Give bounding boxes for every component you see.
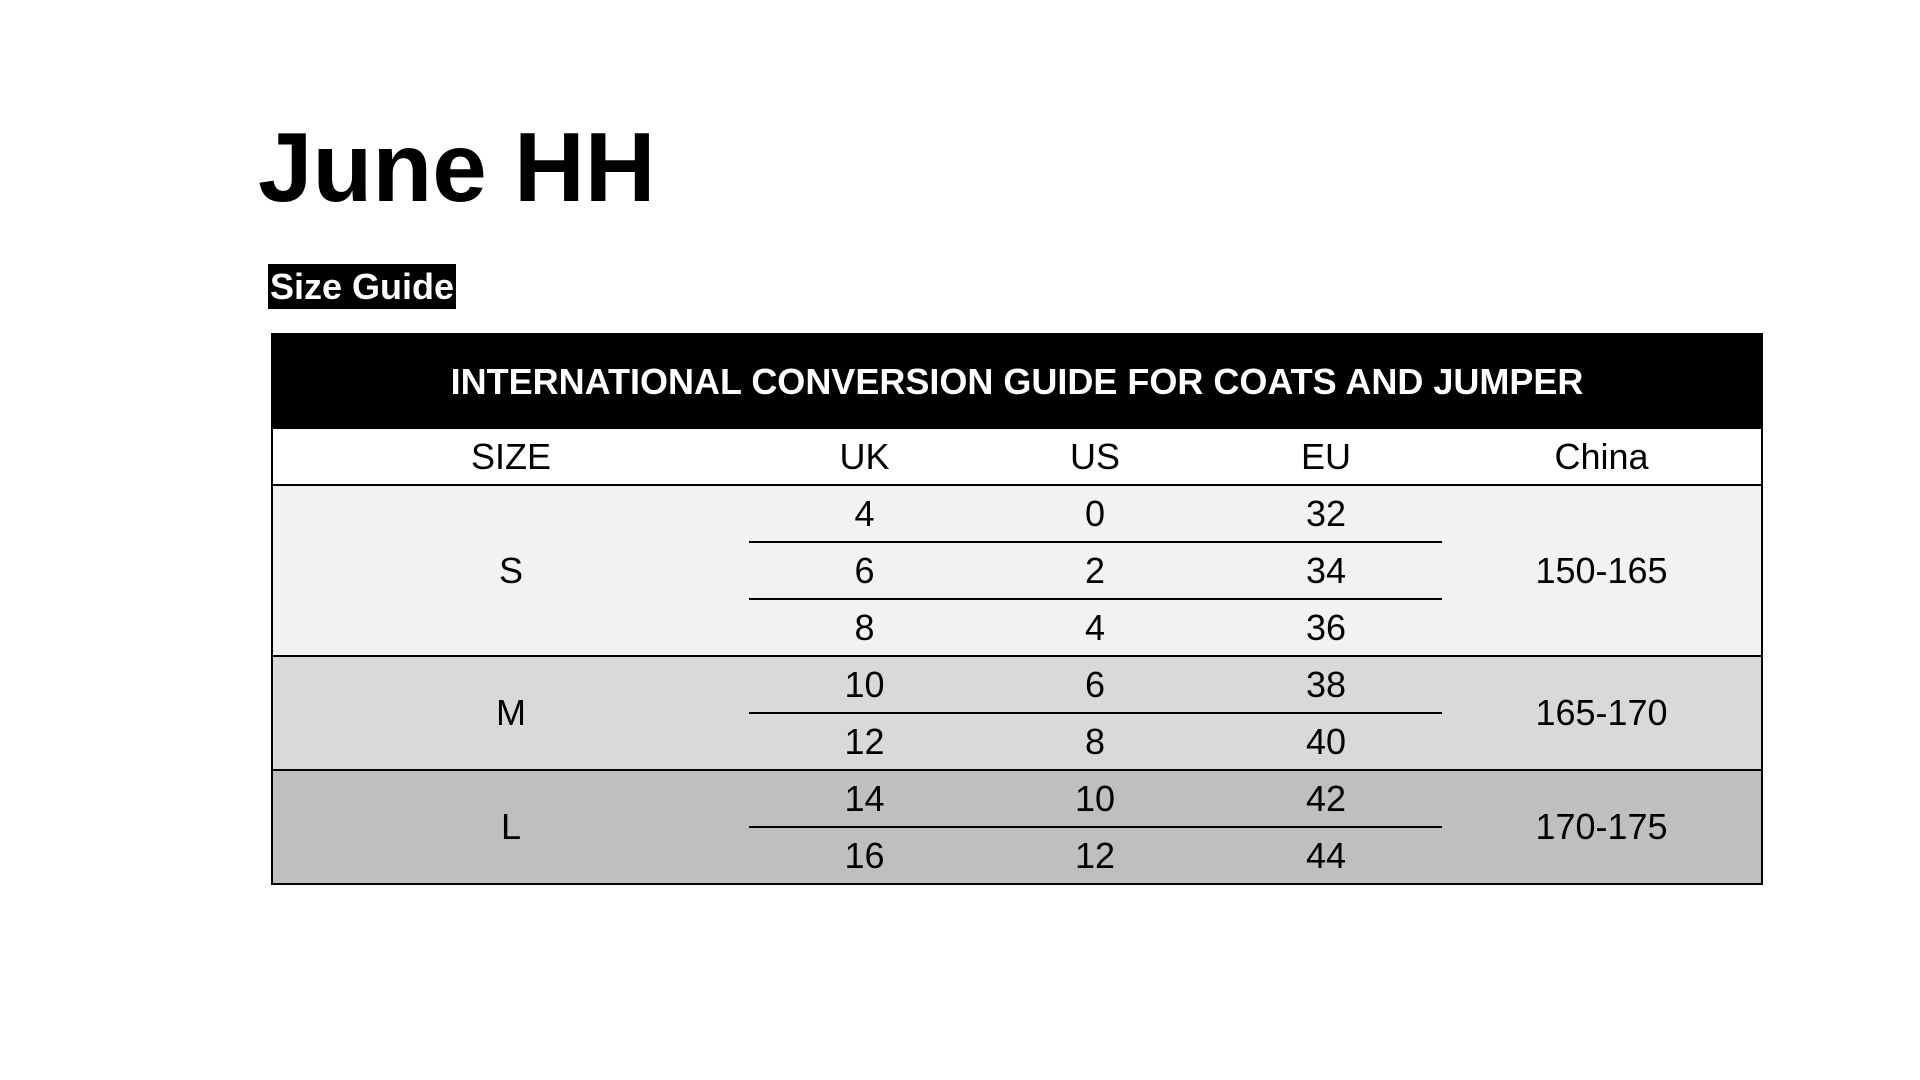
us-cell: 6 xyxy=(980,656,1210,713)
uk-cell: 12 xyxy=(749,713,980,770)
column-header-row xyxy=(272,429,1762,485)
eu-cell: 36 xyxy=(1210,599,1442,656)
size-guide-label: Size Guide xyxy=(270,266,455,307)
uk-cell: 16 xyxy=(749,827,980,884)
size-cell-m: M xyxy=(272,656,749,770)
header-eu: EU xyxy=(1210,429,1442,485)
uk-cell: 6 xyxy=(749,542,980,599)
header-china: China xyxy=(1442,429,1762,485)
size-cell-s: S xyxy=(272,485,749,656)
eu-cell: 32 xyxy=(1210,485,1442,542)
eu-cell: 42 xyxy=(1210,770,1442,827)
china-cell-m: 165-170 xyxy=(1442,656,1762,770)
table-row xyxy=(272,656,1762,713)
size-conversion-table xyxy=(271,333,1763,885)
eu-cell: 40 xyxy=(1210,713,1442,770)
table-title: INTERNATIONAL CONVERSION GUIDE FOR COATS AND JUMPER xyxy=(272,334,1762,429)
us-cell: 12 xyxy=(980,827,1210,884)
china-cell-s: 150-165 xyxy=(1442,485,1762,656)
us-cell: 4 xyxy=(980,599,1210,656)
us-cell: 0 xyxy=(980,485,1210,542)
uk-cell: 4 xyxy=(749,485,980,542)
uk-cell: 8 xyxy=(749,599,980,656)
uk-cell: 14 xyxy=(749,770,980,827)
table-row xyxy=(272,770,1762,827)
us-cell: 2 xyxy=(980,542,1210,599)
us-cell: 8 xyxy=(980,713,1210,770)
china-cell-l: 170-175 xyxy=(1442,770,1762,884)
brand-title: June HH xyxy=(258,112,656,222)
uk-cell: 10 xyxy=(749,656,980,713)
header-size: SIZE xyxy=(272,429,749,485)
table-row xyxy=(272,485,1762,542)
eu-cell: 38 xyxy=(1210,656,1442,713)
header-us: US xyxy=(980,429,1210,485)
size-cell-l: L xyxy=(272,770,749,884)
us-cell: 10 xyxy=(980,770,1210,827)
eu-cell: 34 xyxy=(1210,542,1442,599)
header-uk: UK xyxy=(749,429,980,485)
eu-cell: 44 xyxy=(1210,827,1442,884)
